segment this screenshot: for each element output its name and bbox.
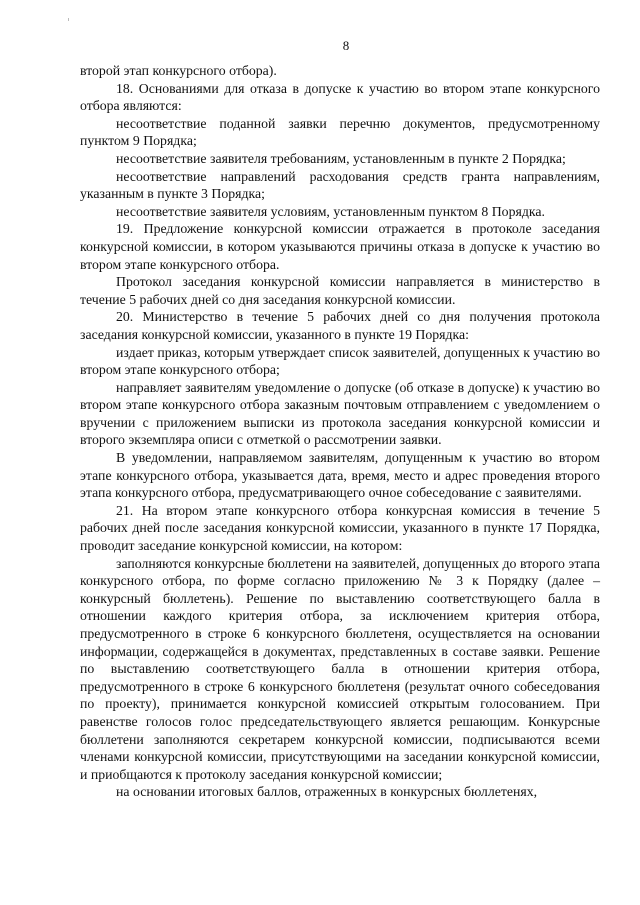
paragraph-clause-20: 20. Министерство в течение 5 рабочих дней со дня получения протокола заседания конкурсной комиссии, указанного в пункте 19 Порядка: [80, 309, 600, 342]
paragraph-continuation: второй этап конкурсного отбора). [80, 63, 277, 78]
scan-mark [68, 18, 69, 21]
paragraph-clause-19-protocol: Протокол заседания конкурсной комиссии направляется в министерство в течение 5 рабочих дней со дня заседания конкурсной комиссии. [80, 274, 600, 307]
paragraph-clause-21-item-2: на основании итоговых баллов, отраженных в конкурсных бюллетенях, [116, 784, 538, 800]
page-number: 8 [342, 38, 350, 53]
paragraph-clause-18-item-4: несоответствие заявителя условиям, установленным пунктом 8 Порядка. [116, 203, 545, 219]
paragraph-clause-20-item-1: издает приказ, которым утверждает список заявителей, допущенных к участию во втором этапе конкурсного отбора; [80, 344, 600, 378]
paragraph-clause-18: 18. Основаниями для отказа в допуске к участию во втором этапе конкурсного отбора являются: [80, 80, 600, 114]
paragraph-clause-21-item-1: заполняются конкурсные бюллетени на заявителей, допущенных до второго этапа конкурсного отбора, по форме согласно приложению № 3 к Порядку (далее – конкурсный бюллетень). Решение по выставлению соответствующего балла в отношении каждого критерия отбора, за исключением критерия отбора, предусмотренного в строке 6 конкурсного бюллетеня, осуществляется на основании информации, содержащейся в документах, представленных в составе заявки. Решение по выставлению соответствующего балла в отношении критерия отбора, предусмотренного в строке 6 конкурсного бюллетеня (результат очного собеседования по проекту), принимается конкурсной комиссией открытым голосованием. При равенстве голосов голос председательствующего является решающим. Конкурсные бюллетени заполняются секретарем конкурсной комиссии, подписываются всеми членами конкурсной комиссии, присутствующими на заседании конкурсной комиссии, и приобщаются к протоколу заседания конкурсной комиссии; [80, 555, 600, 782]
paragraph-clause-21: 21. На втором этапе конкурсного отбора конкурсная комиссия в течение 5 рабочих дней после заседания конкурсной комиссии, указанного в пункте 17 Порядка, проводит заседание конкурсной комиссии, на котором: [80, 502, 600, 554]
paragraph-clause-19: 19. Предложение конкурсной комиссии отражается в протоколе заседания конкурсной комиссии, в котором указываются причины отказа в допуске к участию во втором этапе конкурсного отбора. [80, 221, 600, 272]
paragraph-clause-18-item-1: несоответствие поданной заявки перечню документов, предусмотренному пунктом 9 Порядка; [80, 115, 600, 149]
document-body [80, 62, 600, 801]
paragraph-clause-18-item-2: несоответствие заявителя требованиям, установленным в пункте 2 Порядка; [116, 150, 566, 166]
paragraph-notification: В уведомлении, направляемом заявителям, допущенным к участию во втором этапе конкурсного отбора, указывается дата, время, место и адрес проведения второго этапа конкурсного отбора, предусматривающего очное собеседование с заявителями. [80, 450, 600, 501]
paragraph-clause-20-item-2: направляет заявителям уведомление о допуске (об отказе в допуске) к участию во втором этапе конкурсного отбора заказным почтовым отправлением с уведомлением о вручении с приложением выписки из протокола заседания конкурсной комиссии и второго экземпляра описи с отметкой о рассмотрении заявки. [80, 379, 600, 448]
paragraph-clause-18-item-3: несоответствие направлений расходования средств гранта направлениям, указанным в пункте 3 Порядка; [80, 168, 600, 202]
